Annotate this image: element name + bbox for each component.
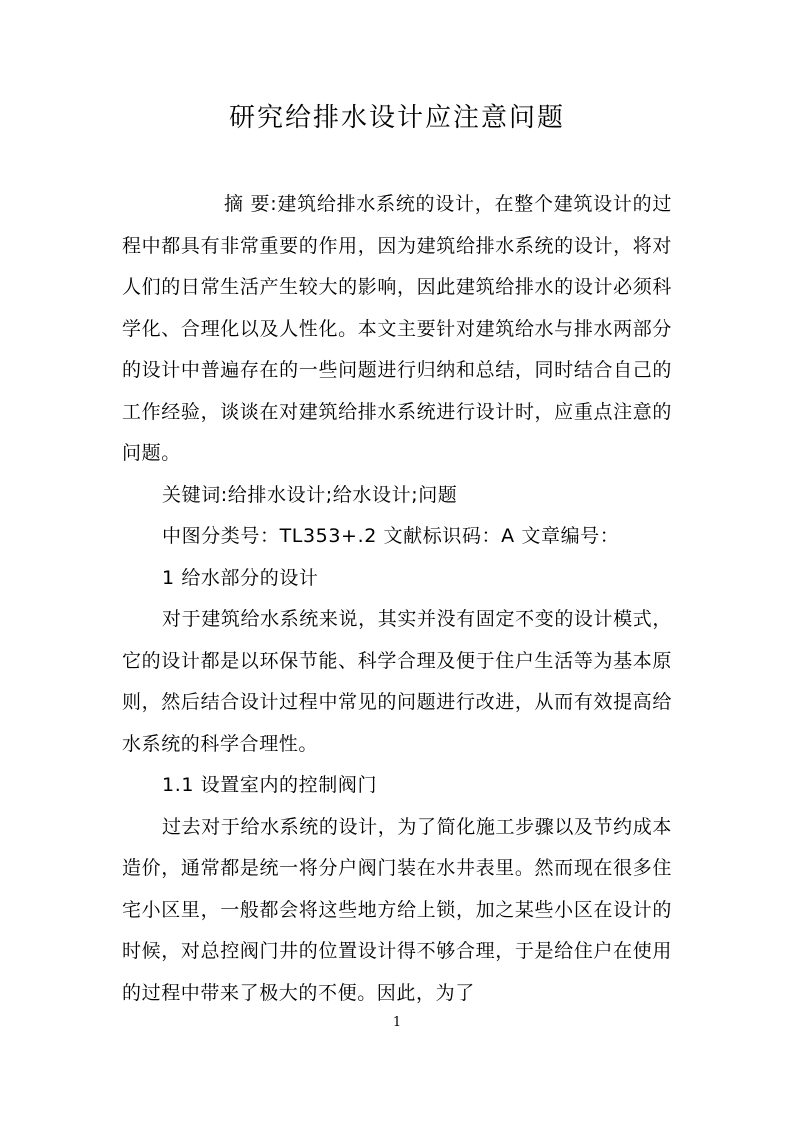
abstract-paragraph: 摘 要:建筑给排水系统的设计，在整个建筑设计的过程中都具有非常重要的作用，因为建筑给排水系统的设计，将对人们的日常生活产生较大的影响，因此建筑给排水的设计必须科学化、合理化以及人性化。本文主要针对建筑给水与排水两部分的设计中普遍存在的一些问题进行归纳和总结，同时结合自己的工作经验，谈谈在对建筑给排水系统进行设计时，应重点注意的问题。 [122,193,672,464]
section-1-paragraph: 对于建筑给水系统来说，其实并没有固定不变的设计模式，它的设计都是以环保节能、科学合理及便于住户生活等为基本原则，然后结合设计过程中常见的问题进行改进，从而有效提高给水系统的科学合理性。 [122,608,672,755]
document-title: 研究给排水设计应注意问题 [228,103,565,133]
page-number: 1 [392,1015,402,1030]
keywords-line: 关键词:给排水设计;给水设计;问题 [162,483,458,506]
section-1-1-heading: 1.1 设置室内的控制阀门 [162,774,378,796]
section-1-heading: 1 给水部分的设计 [162,566,319,589]
classification-line: 中图分类号：TL353+.2 文献标识码：A 文章编号： [162,525,620,547]
section-1-1-paragraph: 过去对于给水系统的设计，为了简化施工步骤以及节约成本造价，通常都是统一将分户阀门装在水井表里。然而现在很多住宅小区里，一般都会将这些地方给上锁，加之某些小区在设计的时候，对总控阀门井的位置设计得不够合理，于是给住户在使用的过程中带来了极大的不便。因此，为了 [122,815,672,1004]
document-body [122,184,672,1014]
